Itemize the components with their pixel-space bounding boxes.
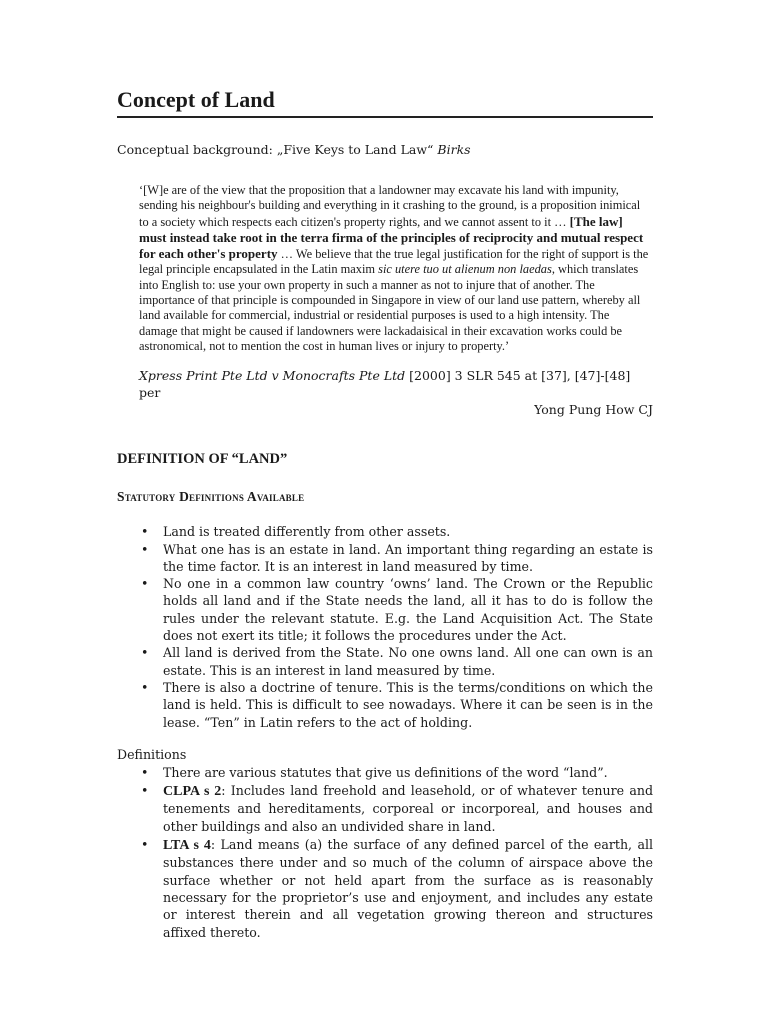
definition-text: : Land means (a) the surface of any defined parcel of the earth, all substances there under and so much of the column of airspace above the surface whether or not held apart from the surface as is reasonably necessary for the proprietor’s use and enjoyment, and includes any estate or interest therein and all vegetation growing thereon and structures affixed thereto. xyxy=(163,837,654,940)
citation-case: Xpress Print Pte Ltd v Monocrafts Pte Ltd xyxy=(139,368,406,384)
quote-bold: [The law] must instead take root in the terra firma of the principles of reciprocity and mutual respect for each other's property xyxy=(139,213,644,262)
citation-judge: Yong Pung How CJ xyxy=(534,402,653,418)
statutory-heading: Statutory Definitions Available xyxy=(117,489,305,505)
block-quote xyxy=(139,183,649,354)
bullet-item: • No one in a common law country ‘owns’ land. The Crown or the Republic holds all land and if the State needs the land, all it has to do is follow the rules under the relevant statute. E.g. the Land Acquisition Act. The State does not exert its title; it follows the procedures under the Act. xyxy=(117,575,653,644)
definition-statute: LTA s 4 xyxy=(163,838,211,854)
page-title: Concept of Land xyxy=(117,86,653,118)
conceptual-background xyxy=(117,142,653,158)
definition-item xyxy=(117,782,653,835)
definition-statute: CLPA s 2 xyxy=(163,784,222,800)
definition-text: There are various statutes that give us definitions of the word “land”. xyxy=(163,764,608,780)
citation-rest: [2000] 3 SLR 545 at [37], [47]-[48] per xyxy=(139,368,631,401)
conceptual-background-text: Conceptual background: „Five Keys to Land Law“ xyxy=(117,142,438,157)
definition-item xyxy=(117,836,653,941)
definition-item xyxy=(117,764,653,781)
quote-part-2: … We believe that the true legal justification for the right of support is the legal principle encapsulated in the Latin maxim xyxy=(139,247,649,277)
definitions-label: Definitions xyxy=(117,746,187,762)
quote-part-3: , which translates into English to: use your own property in such a manner as not to injure that of another. The importance of that principle is compounded in Singapore in view of our land use pattern, whereby all land available for commercial, industrial or residential purposes is used to a high intensity. The damage that might be caused if landowners were lackadaisical in their excavation works could be astronomical, not to mention the cost in human lives or injury to property.’ xyxy=(139,262,641,353)
bullet-item: • All land is derived from the State. No one owns land. All one can own is an estate. This is an interest in land measured by time. xyxy=(117,644,653,679)
bullet-item: • There is also a doctrine of tenure. This is the terms/conditions on which the land is held. This is difficult to see nowadays. Where it can be seen is in the lease. “Ten” in Latin refers to the act of holding. xyxy=(117,679,653,731)
bullet-item: • Land is treated differently from other assets. xyxy=(117,523,653,540)
definitions-list xyxy=(117,764,653,941)
definition-text: : Includes land freehold and leasehold, or of whatever tenure and tenements and hereditaments, corporeal or incorporeal, and houses and other buildings and also an undivided share in land. xyxy=(163,783,654,834)
quote-part-1: ‘[W]e are of the view that the proposition that a landowner may excavate his land with impunity, sending his neighbour's building and everything in it crashing to the ground, is a proposition inimical to a society which respects each citizen's property rights, and we cannot assent to it … xyxy=(139,183,641,229)
statutory-bullet-list xyxy=(117,523,653,731)
document-page xyxy=(117,86,653,941)
definition-heading: DEFINITION OF “LAND” xyxy=(117,451,288,468)
bullet-item: • What one has is an estate in land. An important thing regarding an estate is the time factor. It is an interest in land measured by time. xyxy=(117,541,653,576)
quote-maxim: sic utere tuo ut alienum non laedas xyxy=(378,262,552,277)
conceptual-author: Birks xyxy=(437,142,471,157)
case-citation xyxy=(139,367,653,418)
